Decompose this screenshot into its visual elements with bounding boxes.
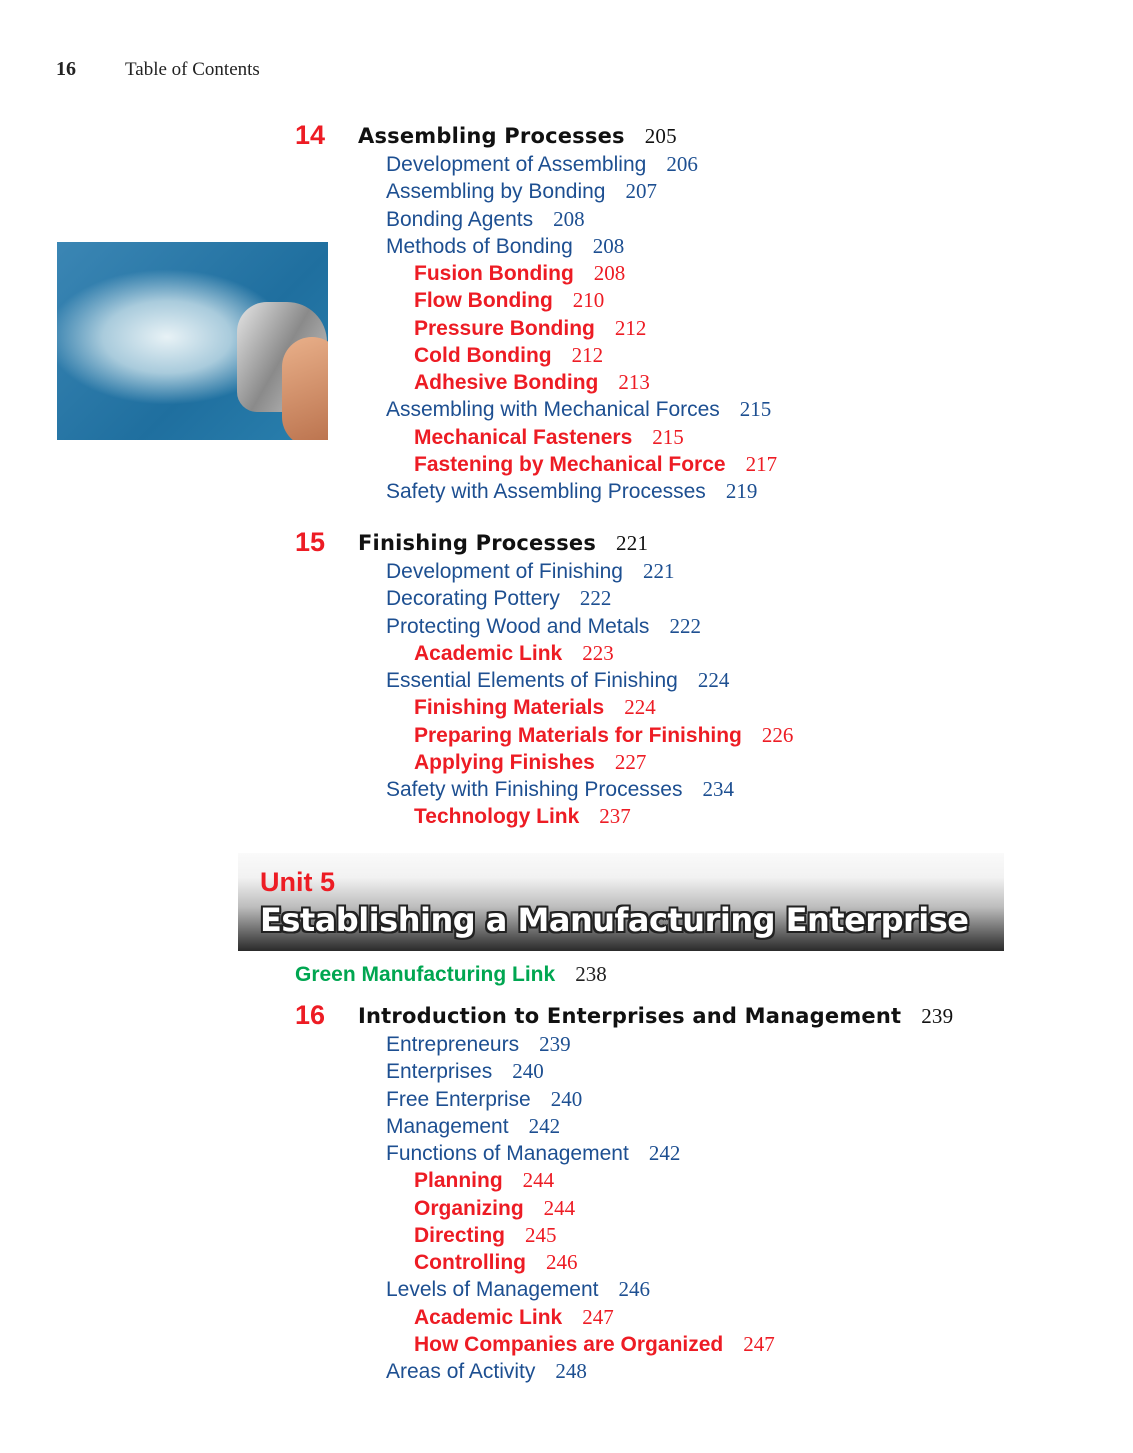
entry-title: Management: [386, 1114, 509, 1138]
entry-page: 246: [545, 1250, 578, 1275]
entry-title: Safety with Assembling Processes: [386, 479, 706, 503]
chapter-number: 16: [295, 1000, 326, 1030]
toc-entry[interactable]: [386, 396, 771, 423]
entry-title: Development of Assembling: [386, 153, 647, 177]
running-header: Table of Contents: [125, 59, 260, 80]
chapter-number: 14: [295, 120, 326, 150]
toc-entry[interactable]: [386, 613, 701, 640]
toc-subentry[interactable]: [414, 1167, 554, 1194]
toc-entry[interactable]: [386, 1031, 571, 1058]
page-number: 16: [56, 58, 76, 80]
entry-title: Directing: [414, 1223, 506, 1247]
entry-page: 222: [669, 613, 701, 638]
entry-page: 247: [582, 1304, 614, 1329]
entry-title: Applying Finishes: [414, 750, 595, 774]
entry-page: 208: [593, 261, 626, 286]
entry-title: Bonding Agents: [386, 207, 534, 231]
entry-title: Finishing Materials: [414, 696, 605, 720]
toc-subentry[interactable]: [414, 749, 646, 776]
entry-page: 222: [579, 586, 612, 611]
entry-page: 206: [666, 152, 698, 177]
chapter-title: [358, 531, 648, 556]
toc-entry[interactable]: [386, 1358, 587, 1385]
toc-subentry[interactable]: [414, 315, 646, 342]
toc-subentry[interactable]: [414, 1331, 775, 1358]
link-title: Green Manufacturing Link: [295, 963, 556, 986]
entry-page: 208: [592, 233, 625, 258]
toc-subentry[interactable]: [414, 1222, 557, 1249]
entry-page: 215: [739, 397, 772, 422]
entry-title: Academic Link: [414, 1305, 563, 1329]
entry-page: 246: [618, 1277, 650, 1302]
entry-title: Academic Link: [414, 641, 563, 665]
entry-title: Flow Bonding: [414, 289, 553, 313]
hand-shape: [282, 337, 328, 440]
toc-subentry[interactable]: [414, 803, 631, 830]
entry-title: Free Enterprise: [386, 1087, 531, 1111]
toc-subentry[interactable]: [414, 287, 604, 314]
entry-title: Fastening by Mechanical Force: [414, 452, 726, 476]
entry-page: 207: [625, 179, 657, 204]
toc-entry[interactable]: [386, 1113, 560, 1140]
entry-page: 208: [553, 206, 585, 231]
chapter-title-text: Finishing Processes: [358, 531, 597, 555]
entry-title: Methods of Bonding: [386, 234, 573, 258]
entry-page: 226: [761, 722, 794, 747]
chapter-number: 15: [295, 527, 326, 557]
entry-title: How Companies are Organized: [414, 1332, 724, 1356]
entry-title: Assembling with Mechanical Forces: [386, 398, 720, 422]
entry-page: 227: [614, 749, 647, 774]
toc-subentry[interactable]: [414, 451, 777, 478]
entry-title: Safety with Finishing Processes: [386, 778, 683, 802]
toc-entry[interactable]: [386, 776, 734, 803]
toc-entry[interactable]: [386, 233, 624, 260]
entry-title: Entrepreneurs: [386, 1033, 520, 1057]
toc-entry[interactable]: [386, 1276, 650, 1303]
unit-label: Unit 5: [260, 867, 336, 897]
entry-page: 224: [697, 668, 730, 693]
toc-entry[interactable]: [386, 1140, 680, 1167]
entry-page: 244: [543, 1195, 576, 1220]
toc-subentry[interactable]: [414, 260, 625, 287]
toc-subentry[interactable]: [414, 369, 650, 396]
entry-page: 242: [528, 1113, 561, 1138]
toc-subentry[interactable]: [414, 694, 656, 721]
entry-page: 242: [648, 1141, 681, 1166]
unit-title: Establishing a Manufacturing Enterprise: [260, 901, 969, 939]
chapter-title: [358, 124, 677, 149]
toc-entry[interactable]: [386, 1086, 582, 1113]
entry-page: 240: [512, 1059, 544, 1084]
toc-entry[interactable]: [386, 585, 611, 612]
entry-title: Assembling by Bonding: [386, 180, 606, 204]
toc-entry[interactable]: [386, 1058, 544, 1085]
entry-title: Development of Finishing: [386, 560, 623, 584]
entry-page: 237: [599, 804, 631, 829]
entry-title: Preparing Materials for Finishing: [414, 723, 742, 747]
link-page: 238: [575, 962, 607, 986]
entry-page: 219: [725, 478, 758, 503]
entry-page: 248: [555, 1358, 587, 1383]
chapter-title-text: Assembling Processes: [358, 124, 625, 148]
entry-title: Functions of Management: [386, 1142, 629, 1166]
entry-title: Organizing: [414, 1196, 524, 1220]
toc-entry[interactable]: [386, 178, 657, 205]
toc-subentry[interactable]: [414, 342, 603, 369]
entry-title: Mechanical Fasteners: [414, 425, 633, 449]
toc-subentry[interactable]: [414, 1195, 575, 1222]
entry-page: 223: [582, 640, 614, 665]
entry-page: 239: [539, 1032, 571, 1057]
entry-title: Levels of Management: [386, 1278, 599, 1302]
entry-title: Cold Bonding: [414, 343, 552, 367]
unit-banner: [238, 853, 1004, 951]
entry-page: 244: [522, 1168, 555, 1193]
entry-page: 212: [571, 342, 604, 367]
entry-page: 224: [624, 695, 656, 720]
entry-page: 247: [743, 1331, 775, 1356]
entry-title: Planning: [414, 1169, 503, 1193]
toc-subentry[interactable]: [414, 1249, 577, 1276]
chapter-title-text: Introduction to Enterprises and Management: [358, 1004, 902, 1028]
toc-entry[interactable]: [386, 206, 585, 233]
entry-title: Enterprises: [386, 1060, 493, 1084]
entry-title: Protecting Wood and Metals: [386, 614, 650, 638]
spray-gun-photo: [57, 242, 328, 440]
entry-page: 217: [745, 451, 778, 476]
toc-subentry[interactable]: [414, 722, 793, 749]
entry-title: Adhesive Bonding: [414, 371, 599, 395]
entry-page: 212: [614, 315, 647, 340]
entry-title: Pressure Bonding: [414, 316, 595, 340]
green-manufacturing-link[interactable]: [295, 962, 607, 987]
entry-title: Technology Link: [414, 805, 580, 829]
entry-page: 240: [550, 1086, 583, 1111]
entry-page: 245: [525, 1222, 557, 1247]
toc-entry[interactable]: [386, 558, 674, 585]
entry-title: Decorating Pottery: [386, 587, 560, 611]
entry-title: Essential Elements of Finishing: [386, 669, 678, 693]
entry-title: Fusion Bonding: [414, 262, 574, 286]
toc-entry[interactable]: [386, 478, 757, 505]
entry-page: 221: [642, 559, 675, 584]
toc-subentry[interactable]: [414, 424, 684, 451]
chapter-page: 239: [921, 1004, 954, 1028]
entry-page: 213: [618, 370, 650, 395]
toc-entry[interactable]: [386, 667, 729, 694]
entry-page: 215: [652, 424, 684, 449]
toc-subentry[interactable]: [414, 640, 614, 667]
toc-subentry[interactable]: [414, 1304, 614, 1331]
entry-page: 210: [572, 288, 605, 313]
entry-page: 234: [702, 777, 734, 802]
entry-title: Controlling: [414, 1251, 526, 1275]
chapter-page: 221: [616, 531, 649, 555]
toc-entry[interactable]: [386, 151, 698, 178]
chapter-page: 205: [644, 124, 677, 148]
chapter-title: [358, 1004, 953, 1029]
entry-title: Areas of Activity: [386, 1359, 536, 1383]
